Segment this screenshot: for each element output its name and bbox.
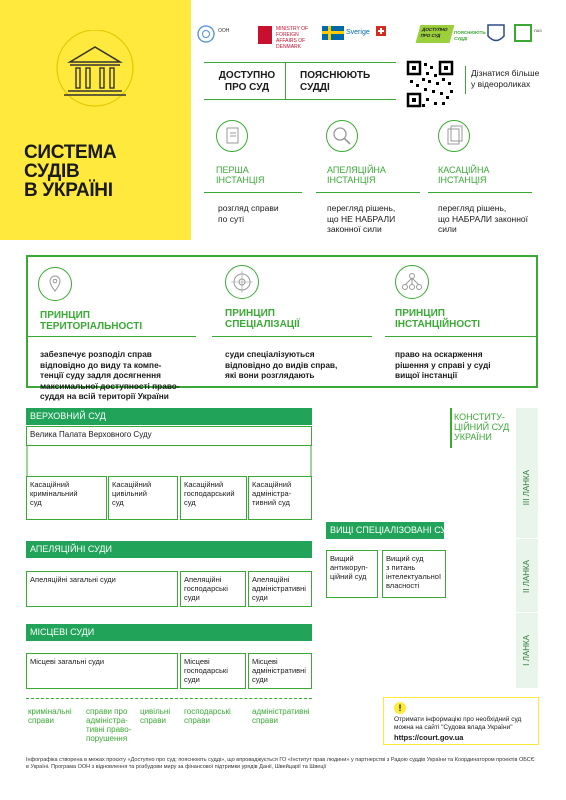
cassation-administrative-court: Касаційний адміністра- тивний суд bbox=[248, 476, 312, 520]
anti-corruption-court: Вищий антикоруп- ційний суд bbox=[326, 550, 378, 598]
principle-1-text: забезпечує розподіл справ відповідно до виду та компе- тенції суду задля досягнення максимальної доступності право- суддя на всій території України bbox=[40, 349, 180, 401]
instance-1-text: розгляд справи по суті bbox=[218, 203, 279, 224]
cassation-criminal-court: Касаційний кримінальний суд bbox=[26, 476, 107, 520]
appeal-commercial-courts: Апеляційні господарські суди bbox=[180, 571, 246, 607]
appeal-general-courts: Апеляційні загальні суди bbox=[26, 571, 178, 607]
constitutional-court: КОНСТИТУ- ЦІЙНИЙ СУД УКРАЇНИ bbox=[454, 412, 510, 442]
level-divider-2 bbox=[516, 612, 538, 613]
partner-logos bbox=[196, 22, 552, 52]
target-icon bbox=[225, 265, 259, 299]
denmark-logo bbox=[258, 26, 272, 44]
location-pin-icon bbox=[38, 267, 72, 301]
instance-3-title: КАСАЦІЙНА ІНСТАНЦІЯ bbox=[438, 165, 490, 185]
page-title: СИСТЕМА СУДІВ В УКРАЇНІ bbox=[24, 142, 117, 201]
instance-2-divider bbox=[316, 192, 420, 193]
case-types-divider bbox=[26, 698, 312, 699]
case-type-commercial: господарські справи bbox=[184, 707, 231, 725]
info-icon: ! bbox=[394, 702, 406, 714]
document-icon bbox=[216, 120, 248, 152]
principle-3-title: ПРИНЦИП ІНСТАНЦІЙНОСТІ bbox=[395, 308, 481, 330]
sweden-logo-text: Sverige bbox=[346, 29, 370, 36]
instance-1-divider bbox=[204, 192, 302, 193]
info-text: Отримати інформацію про необхідний суд можна на сайті "Судова влада України" bbox=[394, 716, 522, 731]
principle-3-text: право на оскарження рішення у справі у суді вищої інстанції bbox=[395, 349, 491, 380]
principle-2-text: суди спеціалізуються відповідно до видів справ, які вони розглядають bbox=[225, 349, 338, 380]
supreme-connector bbox=[26, 446, 312, 476]
higher-specialized-bar: ВИЩІ СПЕЦІАЛІЗОВАНІ СУДИ bbox=[326, 522, 444, 539]
courthouse-icon bbox=[40, 30, 150, 115]
appeal-courts-bar: АПЕЛЯЦІЙНІ СУДИ bbox=[26, 541, 312, 558]
judges-explain-logo: ПОЯСНЮЮТЬ СУДДІ bbox=[454, 30, 486, 41]
sweden-flag bbox=[322, 26, 344, 40]
hierarchy-icon bbox=[395, 265, 429, 299]
local-administrative-courts: Місцеві адміністративні суди bbox=[248, 653, 312, 689]
principle-2-title: ПРИНЦИП СПЕЦІАЛІЗАЦІЇ bbox=[225, 308, 300, 330]
constitutional-line bbox=[450, 408, 452, 448]
principle-2-divider bbox=[212, 336, 372, 337]
case-type-criminal: кримінальні справи bbox=[28, 707, 72, 725]
ip-court: Вищий суд з питань інтелектуальної власності bbox=[382, 550, 446, 598]
instance-3-text: перегляд рішень, що НАБРАЛИ законної сили bbox=[438, 203, 529, 234]
local-general-courts: Місцеві загальні суди bbox=[26, 653, 178, 689]
instance-1-title: ПЕРША ІНСТАНЦІЯ bbox=[216, 165, 265, 185]
supreme-court-bar: ВЕРХОВНИЙ СУД bbox=[26, 408, 312, 425]
principle-3-divider bbox=[385, 336, 537, 337]
level-1: I ЛАНКА bbox=[522, 635, 531, 666]
cassation-civil-court: Касаційний цивільний суд bbox=[108, 476, 178, 520]
instance-2-title: АПЕЛЯЦІЙНА ІНСТАНЦІЯ bbox=[327, 165, 386, 185]
principle-1-title: ПРИНЦИП ТЕРИТОРІАЛЬНОСТІ bbox=[40, 310, 143, 332]
denmark-logo-text: MINISTRY OF FOREIGN AFFAIRS OF DENMARK bbox=[276, 26, 309, 50]
case-type-civil: цивільні справи bbox=[140, 707, 171, 725]
appeal-administrative-courts: Апеляційні адміністративні суди bbox=[248, 571, 312, 607]
un-logo-text: ООН bbox=[218, 28, 230, 34]
cassation-commercial-court: Касаційний господарський суд bbox=[180, 476, 247, 520]
court-website-link[interactable]: https://court.gov.ua bbox=[394, 733, 464, 742]
project-logo: ДОСТУПНО ПРО СУД bbox=[416, 25, 455, 43]
level-divider-1 bbox=[516, 538, 538, 539]
case-type-administrative: адміністративні справи bbox=[252, 707, 310, 725]
brand-left: ДОСТУПНО ПРО СУД bbox=[218, 70, 276, 93]
rights-logo-text: ЛАЗ bbox=[534, 28, 542, 33]
qr-code[interactable] bbox=[406, 60, 454, 108]
rights-logo bbox=[514, 24, 532, 42]
level-2: II ЛАНКА bbox=[522, 560, 531, 594]
video-link-text[interactable]: Дізнатися більше у відеороликах bbox=[471, 68, 540, 89]
brand-right: ПОЯСНЮЮТЬ СУДДІ bbox=[300, 70, 371, 93]
magnifier-icon bbox=[326, 120, 358, 152]
footer-text: Інфографіка створена в межах проєкту «Доступно про суд: пояснюють судді», що впроваджується ГО «Інститут прав людини» у партнерстві з Радою суддів України та Координатором проектів ОБСЄ в Україні. Програма ООН з відновлення та розбудови миру за фінансової підтримки урядів Данії, Швейцарії та Швеції bbox=[26, 757, 535, 770]
instance-2-text: перегляд рішень, що НЕ НАБРАЛИ законної сили bbox=[327, 203, 396, 234]
video-divider bbox=[465, 66, 466, 94]
un-logo bbox=[196, 24, 216, 49]
principle-1-divider bbox=[26, 336, 196, 337]
court-admin-logo bbox=[486, 23, 506, 50]
grand-chamber: Велика Палата Верховного Суду bbox=[26, 426, 312, 446]
document-stack-icon bbox=[438, 120, 470, 152]
switzerland-flag bbox=[376, 26, 386, 36]
local-courts-bar: МІСЦЕВІ СУДИ bbox=[26, 624, 312, 641]
local-commercial-courts: Місцеві господарські суди bbox=[180, 653, 246, 689]
case-type-administrative-offenses: справи про адміністра- тивні право- порушення bbox=[86, 707, 132, 743]
level-3: III ЛАНКА bbox=[522, 470, 531, 506]
instance-3-divider bbox=[428, 192, 532, 193]
